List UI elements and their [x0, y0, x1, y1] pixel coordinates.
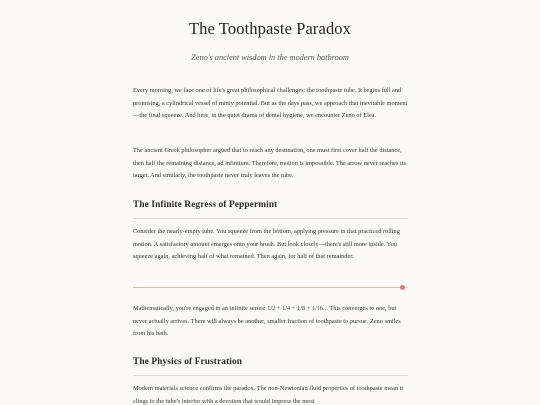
intro-paragraph-2: The ancient Greek philosopher argued that to reach any destination, one must first cover half the distance, then half the remaining distance, ad infinitum. Therefore, motion is impossible. The arrow never reaches its target. And similarly, the toothpaste never truly leaves the tube. — [133, 147, 406, 179]
article-title: The Toothpaste Paradox — [188, 19, 352, 38]
section2-paragraph: Modern materials science confirms the paradox. The non-Newtonian fluid properties of toothpaste mean it clings to the tube's interior with a devotion that would impress the most — [133, 385, 404, 405]
article-subtitle: Zeno's ancient wisdom in the modern bathroom — [191, 53, 349, 62]
section1-paragraph: Consider the nearly-empty tube. You squeeze from the bottom, applying pressure in that practiced rolling motion. A satisfactory amount emerges onto your brush. But look closely—there's still more inside. You squeeze again, achieving half of what remained. Then again, for half of that remainder. — [133, 228, 400, 260]
intro-paragraph-1: Every morning, we face one of life's great philosophical challenges: the toothpaste tube. It begins full and promising, a cylindrical vessel of minty potential. But as the days pass, we approach that inevitable moment—the final squeeze. And here, in the quiet drama of dental hygiene, we encounter Zeno of Elea. — [133, 87, 408, 119]
section-heading-physics: The Physics of Frustration — [133, 357, 408, 376]
section-heading-infinite-regress: The Infinite Regress of Peppermint — [133, 200, 408, 219]
progress-fill — [133, 287, 403, 288]
progress-knob[interactable] — [400, 285, 405, 290]
reading-progress-bar[interactable] — [133, 285, 408, 291]
series-paragraph: Mathematically, you're engaged in an infinite series: 1/2 + 1/4 + 1/8 + 1/16... This converges to one, but never actually arrives. There will always be another, smaller fraction of toothpaste to pursue. Zeno smiles from his bath. — [133, 305, 401, 337]
